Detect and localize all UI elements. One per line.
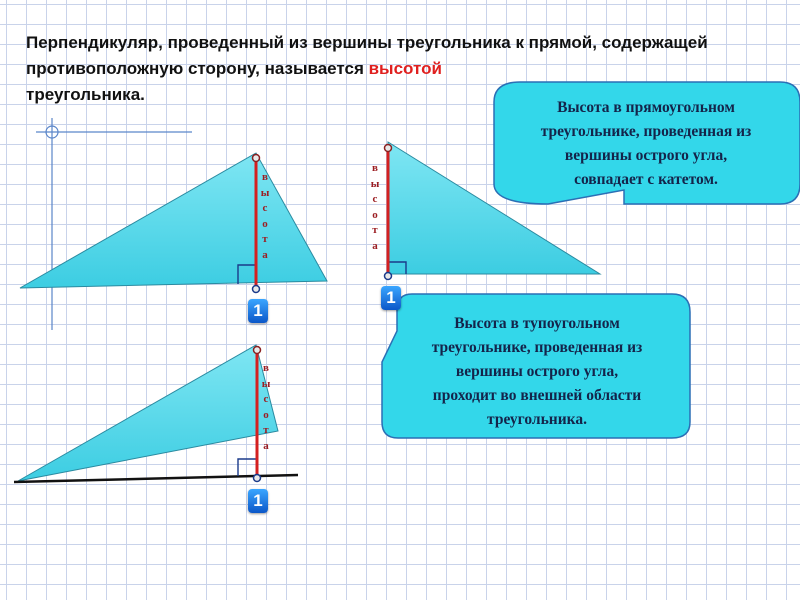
altitude-letter: ы [261, 377, 271, 390]
vertex-point [385, 145, 392, 152]
badge-obtuse: 1 [248, 489, 268, 513]
vertex-point [253, 155, 260, 162]
callout-line: вершины острого угла, [564, 147, 728, 164]
altitude-letter: в [372, 162, 378, 174]
foot-point [253, 286, 260, 293]
right-angle-mark [238, 459, 256, 476]
definition-part2: треугольника. [26, 85, 145, 104]
callout-line: проходит во внешней области [432, 387, 642, 404]
callout-line: треугольнике, проведенная из [431, 339, 643, 356]
obtuse-triangle-figure [14, 345, 298, 482]
altitude-label-right [368, 161, 382, 254]
definition-highlight: высотой [368, 59, 442, 78]
callout-line: треугольнике, проведенная из [540, 123, 752, 140]
vertex-point [254, 347, 261, 354]
altitude-letter: а [372, 239, 378, 252]
altitude-letter: в [263, 362, 269, 374]
obtuse-triangle [18, 345, 278, 481]
callout-line: вершины острого угла, [455, 363, 619, 380]
callout-line: треугольника. [487, 411, 587, 428]
callout-obtuse-text [390, 312, 684, 432]
altitude-letter: а [263, 439, 269, 452]
badge-right: 1 [381, 286, 401, 310]
foot-point [254, 475, 261, 482]
acute-triangle [20, 153, 327, 288]
altitude-letter: в [262, 171, 268, 183]
altitude-letter: т [263, 424, 269, 436]
definition-part1: Перпендикуляр, проведенный из вершины треугольника к прямой, содержащей противоположную сторону, называется [26, 33, 708, 78]
altitude-letter: ы [370, 177, 380, 190]
altitude-letter: ы [260, 186, 270, 199]
altitude-letter: т [372, 224, 378, 236]
altitude-letter: с [262, 202, 268, 214]
altitude-label-obtuse [259, 361, 273, 454]
callout-line: Высота в прямоугольном [557, 99, 735, 116]
altitude-letter: а [262, 248, 268, 261]
altitude-letter: т [262, 233, 268, 245]
badge-acute: 1 [248, 299, 268, 323]
altitude-letter: о [372, 208, 378, 221]
callout-line: Высота в тупоугольном [454, 315, 620, 332]
callout-right-text [496, 96, 796, 192]
altitude-letter: о [263, 408, 269, 421]
altitude-letter: с [372, 193, 378, 205]
altitude-label-acute [258, 170, 272, 263]
foot-point [385, 273, 392, 280]
altitude-letter: о [262, 217, 268, 230]
acute-triangle-figure [20, 153, 327, 293]
altitude-letter: с [263, 393, 269, 405]
callout-line: совпадает с катетом. [574, 171, 718, 188]
